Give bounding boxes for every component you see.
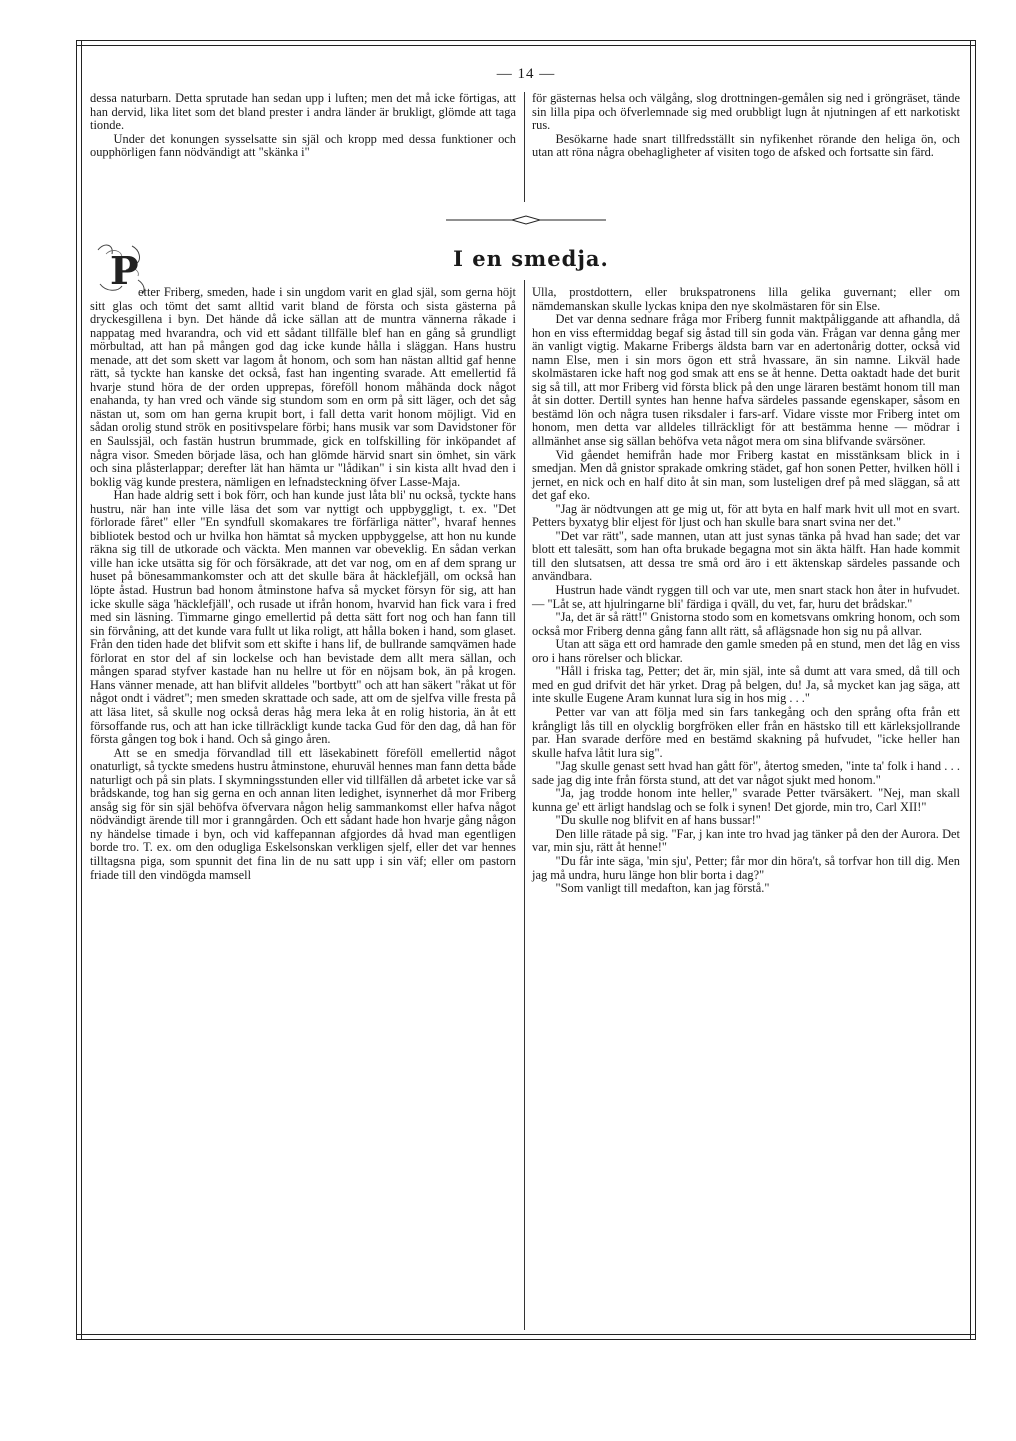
paragraph: "Håll i friska tag, Petter; det är, min själ, inte så dumt att vara smed, då till och med en gud drifvit det här yrket. Drag på belgen, du! Ja, så mycket kan jag säga, att inte skulle Eugene Aram kunnat lura sig in hos mig . . ." (532, 664, 960, 706)
newspaper-page (76, 40, 976, 1340)
paragraph: Under det konungen sysselsatte sin själ och kropp med dessa funktioner och oupphörligen fann nödvändigt att "skänka i" (90, 131, 516, 160)
previous-article-left-column (90, 92, 516, 160)
paragraph: "Du skulle nog blifvit en af hans bussar!" (555, 813, 761, 828)
article-left-column (90, 286, 516, 882)
paragraph: "Jag är nödtvungen att ge mig ut, för att byta en half mark hvit ull mot en svart. Petters byxatyg blir eljest för ljust och han skulle bara snart svina ner det." (532, 501, 960, 530)
paragraph: Utan att säga ett ord hamrade den gamle smeden på en stund, men det låg en viss oro i hans rörelser och blickar. (532, 637, 960, 665)
dropcap-letter: P (110, 248, 139, 293)
paragraph: "Som vanligt till medafton, kan jag förstå." (555, 881, 770, 896)
paragraph: "Jag skulle genast sett hvad han gått för", återtog smeden, "inte ta' folk i hand . . . sade jag dig inte från första stund, att det var något sjukt med honom." (532, 759, 960, 787)
paragraph: Vid gåendet hemifrån hade mor Friberg kastat en misstänksam blick in i smedjan. Men då gnistor sprakade omkring städet, gaf hon sonen Petter, hvilken höll i jernet, en nick och en half dito åt sin man, som lusteligen dref på med släggan, så att det gaf eko. (532, 447, 960, 503)
left-border-rule (76, 40, 82, 1340)
paragraph: dessa naturbarn. Detta sprutade han sedan upp i luften; men det må icke förtigas, att han dervid, lika litet som det bland prester i andra länder är brukligt, glömde att taga tionde. (90, 91, 516, 133)
paragraph: "Ja, jag trodde honom inte heller," svarade Petter tvärsäkert. "Nej, man skall kunna ge' ett ärligt handslag och se folk i synen! Det gjorde, min tro, Carl XII!" (532, 786, 960, 814)
paragraph: Han hade aldrig sett i bok förr, och han kunde just låta bli' nu också, tyckte hans hustru, när han inte ville läsa det som var nyttigt och uppbyggligt, t. ex. "Det förlorade fåret" eller "En syndfull skomakares tre förfärliga nätter", hvaraf hennes bibliotek bestod och ur hvilka hon hämtat så mycken uppbyggelse, att hon nu kunde räkna sig till de utkorade och väckta. Men mannen var obeveklig. En sådan verkan ville han icke utsätta sig för och försäkrade, att det var nog, om en af dem sprang ur huset på bönesammankomster och att det skulle bära åt häcklefjäll, om också han löpte åstad. Hustrun bad honom åtminstone hafva så mycket försyn för sig, att han icke skulle säga 'häcklefjäll', och rusade ut ifrån honom, hvarvid han fick vara i fred med sin läsning. Timmarne gingo emellertid på detta sätt fort nog och han fann till sin förvåning, att det kunde vara fullt ut lika roligt, att hålla boken i hand, som glaset. Från den tiden hade det blifvit som ett skifte i hans lif, de bullrande samqvämen hade förlorat en stor del af sin lockelse och han bevistade dem allt mera sällan, och mången sparad styfver kastade han nu hellre ut för en nöjsam bok, än på krogen. Hans vänner menade, att han blifvit alldeles "bortbytt" och att han säkert "råkat ut för något ondt i vädret"; men smeden skrattade och sade, att om de sjelfva ville fresta på att läsa litet, så skulle nog också deras håg mera leka åt en rolig historia, än åt ett försoffande rus, och att han icke tillräckligt kunde tacka Gud för den dag, då han för första gången tog bok i hand. Och så gingo åren. (90, 488, 516, 747)
page-number: — 14 — (496, 66, 556, 82)
paragraph: Hustrun hade vändt ryggen till och var ute, men snart stack hon åter in hufvudet. — "Låt se, att hjulringarne bli' färdiga i qväll, du vet, far, huru det brådskar." (532, 583, 960, 611)
paragraph (90, 286, 516, 489)
right-border-rule (970, 40, 976, 1340)
paragraph: "Ja, det är så rätt!" Gnistorna stodo som en kometsvans omkring honom, och som också mor Friberg denna gång fann allt rätt, så aflägsnade hon sig nu på allvar. (532, 610, 960, 638)
paragraph: Petter var van att följa med sin fars tankegång och den språng ofta från ett krångligt lås till en olycklig borgfröken eller från en hästsko till ett kärleksjollrande par. Han svarade derföre med en bestämd skakning på hufvudet, "icke heller han skulle hafva låtit lura sig". (532, 704, 960, 760)
section-ornament-icon (446, 214, 606, 226)
paragraph-text: etter Friberg, smeden, hade i sin ungdom varit en glad själ, som gerna höjt sitt glas och tömt det samt alltid varit bland de första och sista gästerna på dryckesgillena i byn. Det hände då icke sällan att de muntra vännerna råkade i nappatag med hvarandra, och vid ett sådant tillfälle blef han en gång så grundligt mörbultad, att han på mången god dag icke kunde hålla i släggan. Hans hustru menade, att det som skett var lagom åt honom, och som han nästan alltid gaf henne rätt, så tyckte han kanske det också, fast han ingenting svarade. Att emellertid få hvarje stund höra de der orden upprepas, föreföll honom måhända dock något enahanda, ty han vred och vände sig stundom som en orm på sitt läger, och det såg nästan ut, som om han gerna krupit bort, i fall detta varit honom möjligt. Vid en sådan orolig stund strök en positivspelare förbi; hans musik var som Davidstoner för en Saulssjäl, och fastän hustrun brummade, gick en tolfskilling för inköpandet af några visor. Smeden började läsa, och han glömde härvid snart sin ömhet, sin värk och sina plåsterlappar; derefter lät han hämta ur "lådikan" i sin kista allt hvad den i boklig väg kunde prestera, nämligen en lefnadsteckning öfver Lasse-Maja. (90, 285, 516, 489)
column-divider (524, 280, 525, 1330)
bottom-border-rule (76, 1334, 976, 1340)
paragraph: Besökarne hade snart tillfredsställt sin nyfikenhet rörande den heliga ön, och utan att röna några obehagligheter af visiten togo de afsked och fortsatte sin färd. (532, 131, 960, 160)
previous-article-right-column (532, 92, 960, 160)
paragraph: "Det var rätt", sade mannen, utan att just synas tänka på hvad han sade; det var blott ett talesätt, som han ofta brukade begagna mot sin äkta hälft. Han hade kommit till den slutsatsen, att dessa tre små ord äro i ett äktenskap särdeles passande och användbara. (532, 528, 960, 584)
article-right-column (532, 286, 960, 896)
paragraph: Ulla, prostdottern, eller brukspatronens lilla gelika guvernant; eller om nämdemanskan skulle lyckas knipa den nye skolmästaren för sin Else. (532, 285, 960, 313)
article-title: I en smedja. (453, 246, 609, 271)
top-border-rule (76, 40, 976, 46)
paragraph: Den lille rätade på sig. "Far, j kan inte tro hvad jag tänker på den der Aurora. Det var, min sju, rätt åt henne!" (532, 826, 960, 855)
paragraph: "Du får inte säga, 'min sju', Petter; får mor din höra't, så torfvar hon till dig. Men jag må undra, huru länge hon blir borta i dag?" (532, 853, 960, 882)
paragraph: för gästernas helsa och välgång, slog drottningen-gemålen sig ned i gröngräset, tände sin lilla pipa och öfverlemnade sig med orubbligt lugn åt njutningen af ett narkotiskt rus. (532, 91, 960, 133)
paragraph: Att se en smedja förvandlad till ett läsekabinett föreföll emellertid något onaturligt, så tyckte smedens hustru åtminstone, ehuruväl hennes man fann detta både naturligt och på sin plats. I skymningsstunden eller vid tillfällen då arbetet icke var så brådskande, tog han sig gerna en och annan liten ledighet, isynnerhet då mor Friberg ansåg sig för sin själ behöfva öfvervara någon helig sammankomst eller hafva något nödvändigt ärende till mor i granngården. Och ett sådant hade hon hvarje gång någon ny händelse timade i byn, och vid kaffepannan afgjordes då hvad man egentligen borde tro. T. ex. om den odugliga Eskelsonskan verkligen sjelf, eller det var hennes tilltagsna piga, som spunnit det fina lin de nu satt upp i sin väf; eller om pastorn friade till den vindögda mamsell (90, 745, 516, 882)
paragraph: Det var denna sednare fråga mor Friberg funnit maktpåliggande att afhandla, då hon en viss eftermiddag begaf sig åstad till sin goda vän. Frågan var denna gång mer än vanligt vigtig. Makarne Fribergs äldsta barn var en adertonårig dotter, också vid namn Else, men i sin mors ögon ett strå hvassare, än sin namne. Likväl hade skolmästaren icke haft nog god smak att ens se åt henne. Detta oaktadt hade det burit sig så till, att mor Friberg vid första blick på den unge läraren bestämt honom till man åt sin dotter. Dertill syntes han henne hafva särdeles passande egenskaper, såsom en bestämd lön och några tusen riksdaler i fars-arf. Vidare visste mor Friberg intet om honom, men detta var alldeles tillräckligt för att bestämma henne — mödrar i allmänhet anse sig sällan behöfva veta något mera om sina blifvande svärsöner. (532, 312, 960, 449)
column-divider (524, 92, 525, 202)
